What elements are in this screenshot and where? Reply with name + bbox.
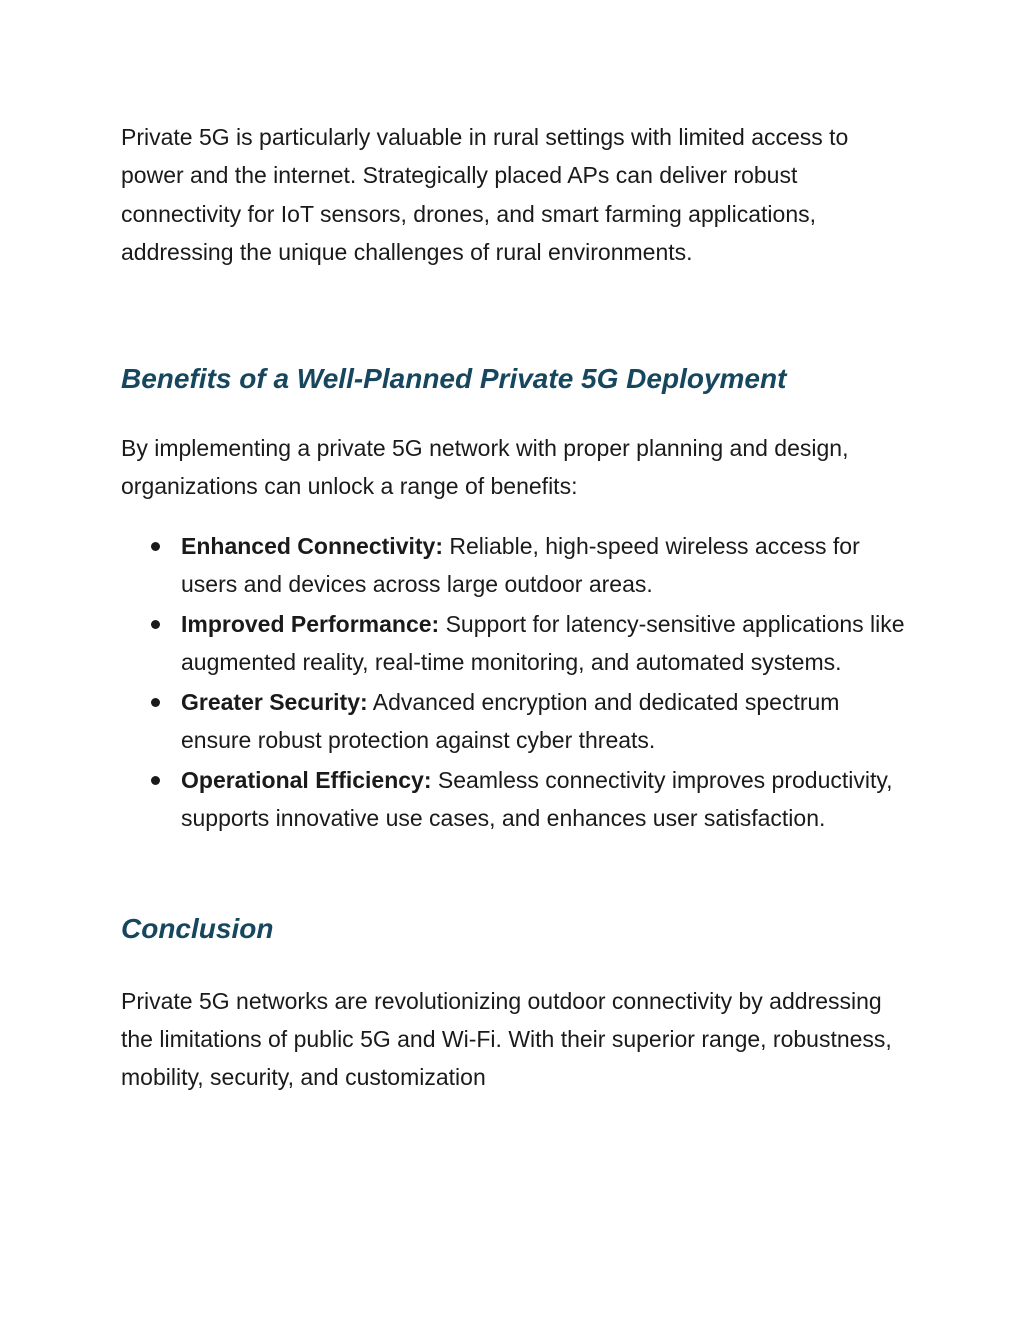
benefit-item-improved-performance [121, 605, 911, 682]
benefit-item-enhanced-connectivity [121, 527, 911, 604]
benefit-title: Greater Security: [181, 688, 368, 715]
benefit-title: Enhanced Connectivity: [181, 532, 443, 559]
bullet-icon [151, 698, 160, 707]
benefit-text: Seamless connectivity improves productivity, supports innovative use cases, and enhances user satisfaction. [181, 767, 893, 832]
bullet-icon [151, 542, 160, 551]
benefits-heading: Benefits of a Well-Planned Private 5G Deployment [121, 363, 787, 395]
conclusion-heading: Conclusion [121, 912, 274, 944]
bullet-icon [151, 776, 160, 785]
benefit-item-greater-security [121, 683, 911, 760]
bullet-icon [151, 620, 160, 629]
benefit-text: Reliable, high-speed wireless access for users and devices across large outdoor areas. [181, 532, 860, 598]
benefits-list [121, 527, 911, 838]
document-page [121, 118, 911, 1097]
benefit-text: Support for latency-sensitive applications like augmented reality, real-time monitoring, and automated systems. [181, 610, 905, 676]
benefit-title: Improved Performance: [181, 610, 440, 637]
benefit-title: Operational Efficiency: [181, 767, 432, 794]
intro-paragraph: Private 5G is particularly valuable in rural settings with limited access to power and the internet. Strategically placed APs can deliver robust connectivity for IoT sensors, drones, and smart farming applications, addressing the unique challenges of rural environments. [121, 124, 849, 265]
benefits-intro-paragraph: By implementing a private 5G network with proper planning and design, organizations can unlock a range of benefits: [121, 435, 849, 500]
benefit-text: Advanced encryption and dedicated spectrum ensure robust protection against cyber threats. [181, 688, 840, 754]
conclusion-paragraph: Private 5G networks are revolutionizing outdoor connectivity by addressing the limitations of public 5G and Wi-Fi. With their superior range, robustness, mobility, security, and customization [121, 987, 892, 1091]
benefit-item-operational-efficiency [121, 761, 911, 838]
